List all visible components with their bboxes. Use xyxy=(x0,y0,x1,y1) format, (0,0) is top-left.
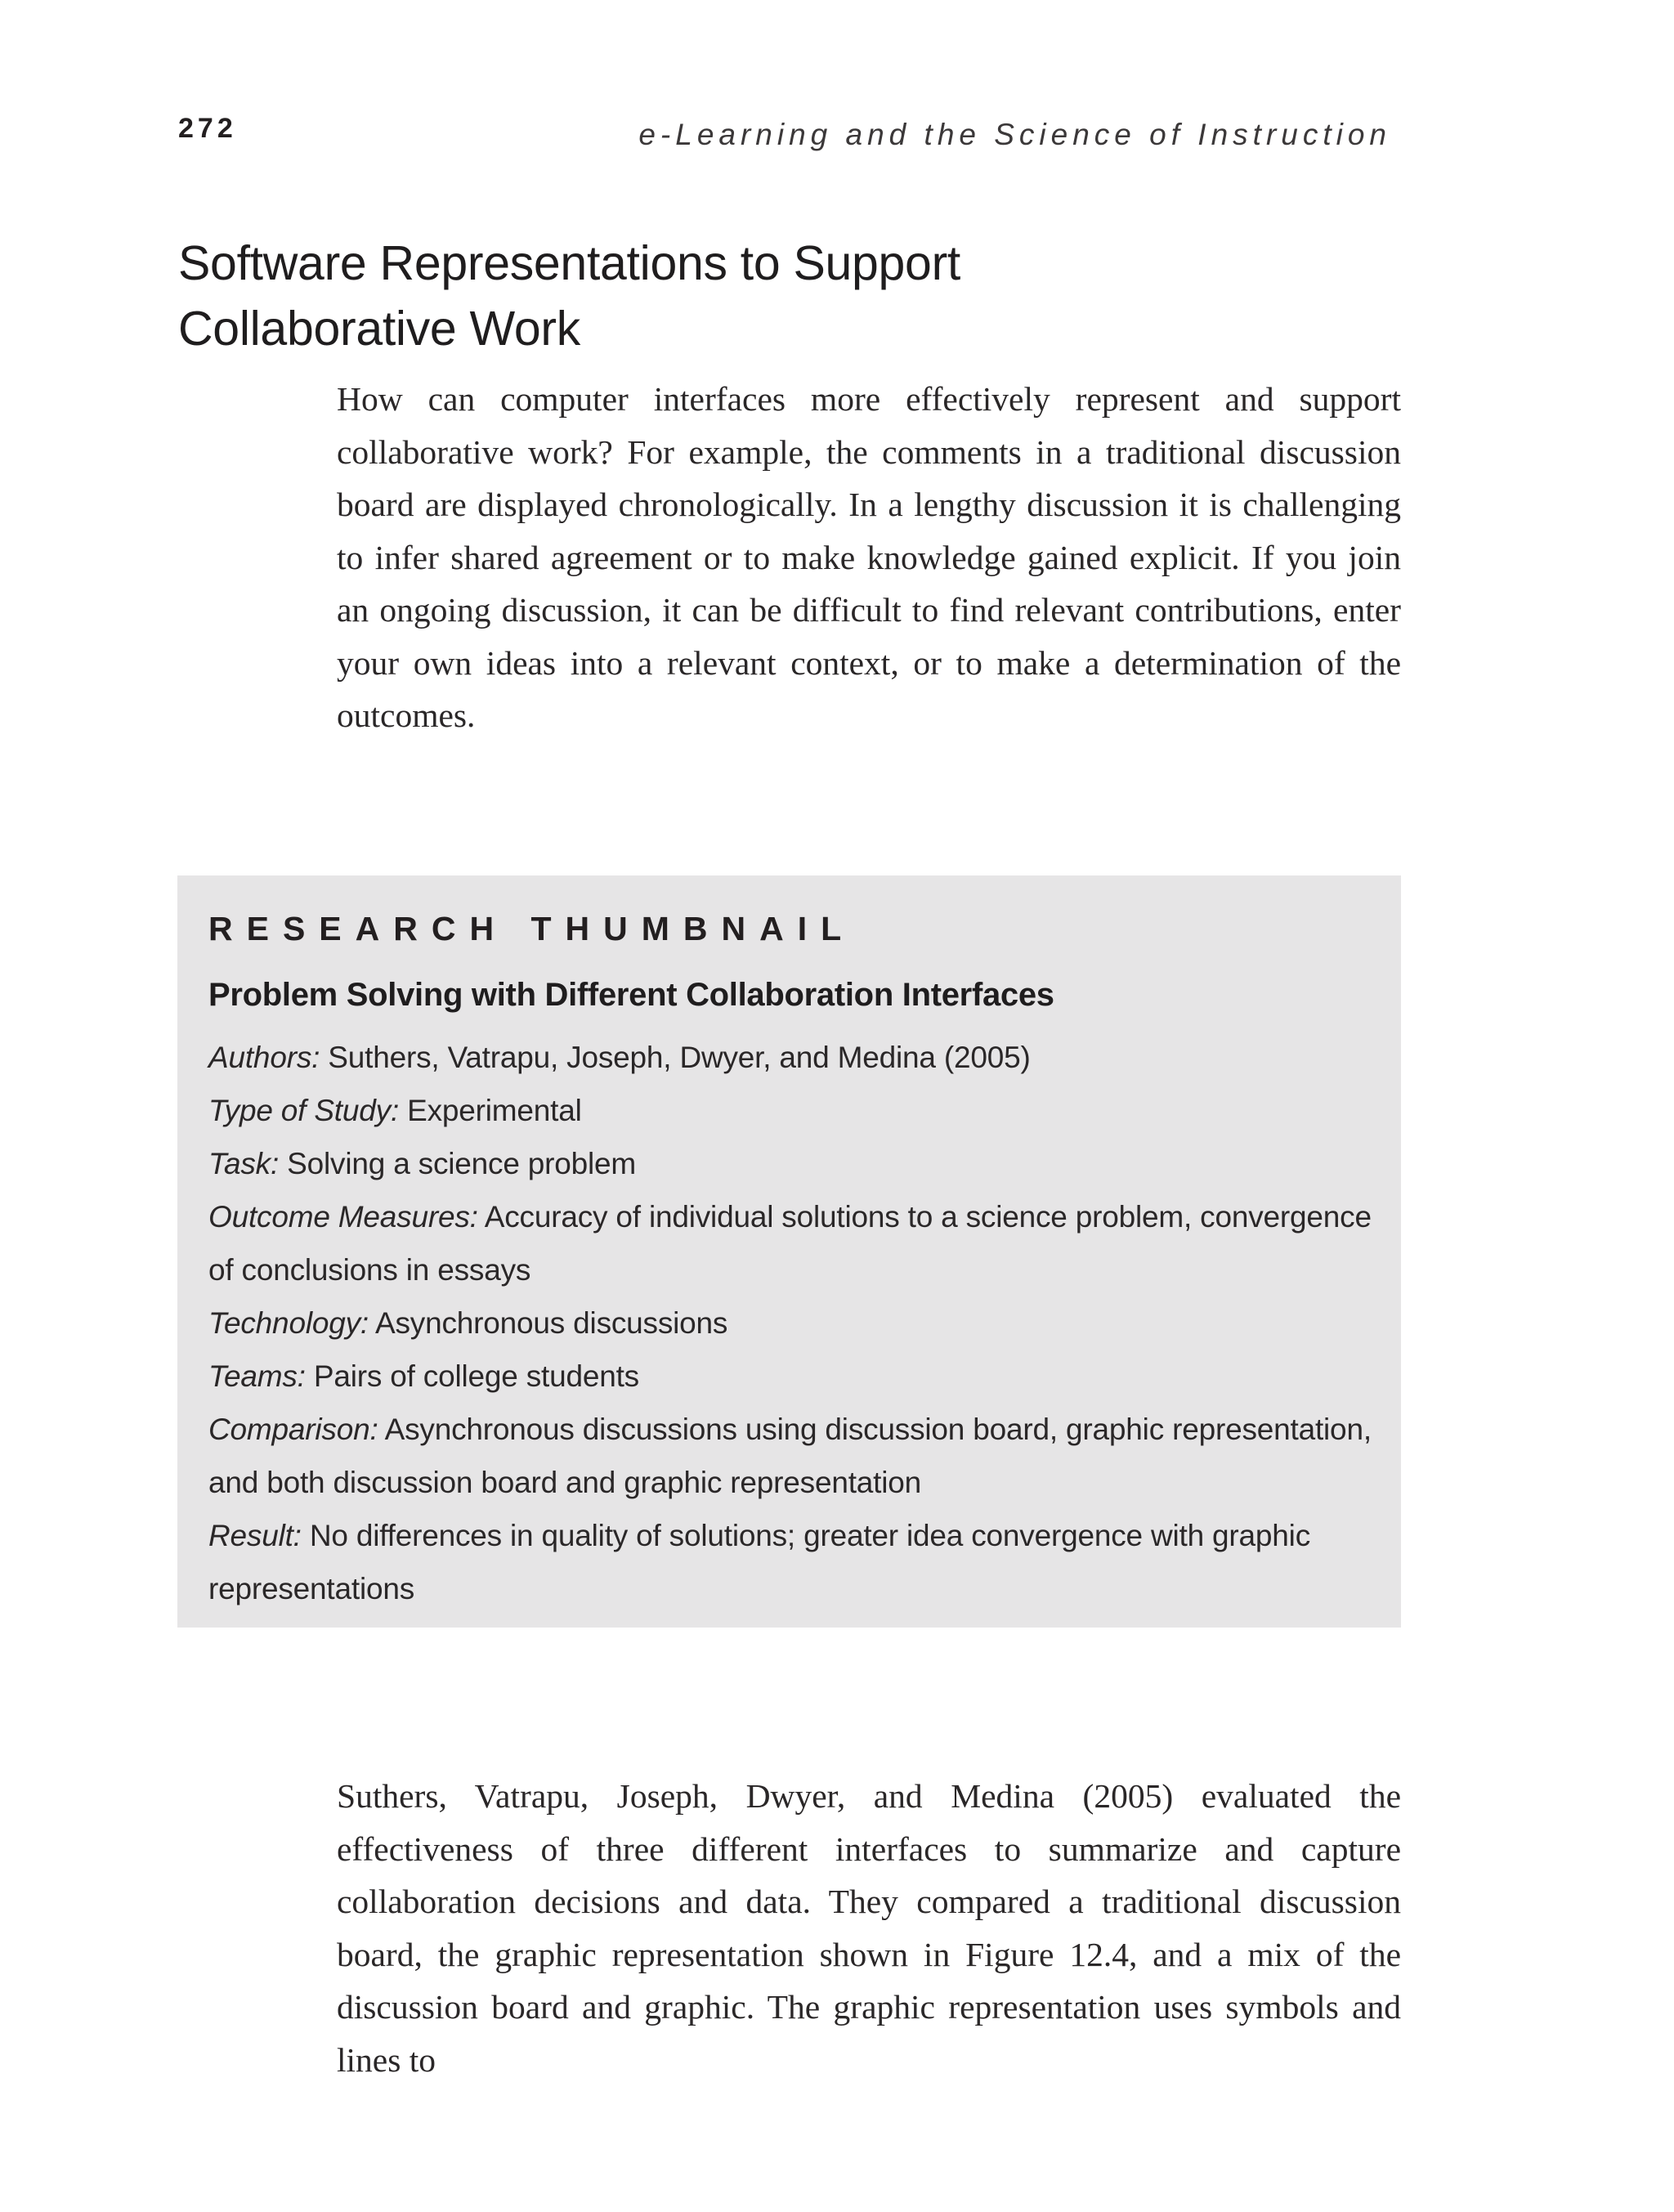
field-value: Suthers, Vatrapu, Joseph, Dwyer, and Medina (2005) xyxy=(328,1041,1031,1074)
section-heading-line-2: Collaborative Work xyxy=(178,302,580,356)
field-label: Technology: xyxy=(208,1306,369,1340)
field-value: Accuracy of individual solutions to a science problem, convergence of conclusions in essays xyxy=(208,1200,1372,1287)
body-paragraph: Suthers, Vatrapu, Joseph, Dwyer, and Medina (2005) evaluated the effectiveness of three different interfaces to summarize and capture collaboration decisions and data. They compared a traditional discussion board, the graphic representation shown in Figure 12.4, and a mix of the discussion board and graphic. The graphic representation uses symbols and lines to xyxy=(337,1777,1401,2079)
intro-paragraph: How can computer interfaces more effectively represent and support collaborative work? For example, the comments in a traditional discussion board are displayed chronologically. In a lengthy discussion it is challenging to infer shared agreement or to make knowledge gained explicit. If you join an ongoing discussion, it can be difficult to find relevant contributions, enter your own ideas into a relevant context, or to make a determination of the outcomes. xyxy=(337,380,1401,734)
field-outcome-measures xyxy=(208,1190,1372,1296)
field-label: Comparison: xyxy=(208,1413,378,1446)
running-head: e-Learning and the Science of Instruction xyxy=(638,118,1391,151)
field-value: No differences in quality of solutions; greater idea convergence with graphic representations xyxy=(208,1519,1310,1605)
field-task xyxy=(208,1137,1372,1190)
research-thumbnail-box xyxy=(177,875,1401,1628)
field-label: Outcome Measures: xyxy=(208,1200,478,1234)
field-value: Asynchronous discussions xyxy=(375,1306,728,1340)
field-value: Experimental xyxy=(407,1094,582,1127)
field-label: Authors: xyxy=(208,1041,320,1074)
page-number: 272 xyxy=(178,113,237,144)
field-value: Solving a science problem xyxy=(287,1147,637,1180)
field-label: Type of Study: xyxy=(208,1094,400,1127)
field-authors xyxy=(208,1031,1372,1084)
field-comparison xyxy=(208,1403,1372,1509)
field-type-of-study xyxy=(208,1084,1372,1137)
field-teams xyxy=(208,1350,1372,1403)
field-technology xyxy=(208,1296,1372,1350)
research-thumbnail-title: Problem Solving with Different Collaboration Interfaces xyxy=(208,977,1054,1013)
section-heading xyxy=(178,231,1241,361)
field-label: Result: xyxy=(208,1519,302,1552)
section-heading-line-1: Software Representations to Support xyxy=(178,236,961,290)
research-thumbnail-fields xyxy=(208,1031,1372,1615)
field-value: Pairs of college students xyxy=(313,1359,639,1393)
field-result xyxy=(208,1509,1372,1615)
field-label: Teams: xyxy=(208,1359,306,1393)
research-thumbnail-label: RESEARCH THUMBNAIL xyxy=(208,910,856,947)
field-label: Task: xyxy=(208,1147,280,1180)
field-value: Asynchronous discussions using discussion board, graphic representation, and both discussion board and graphic representation xyxy=(208,1413,1372,1499)
